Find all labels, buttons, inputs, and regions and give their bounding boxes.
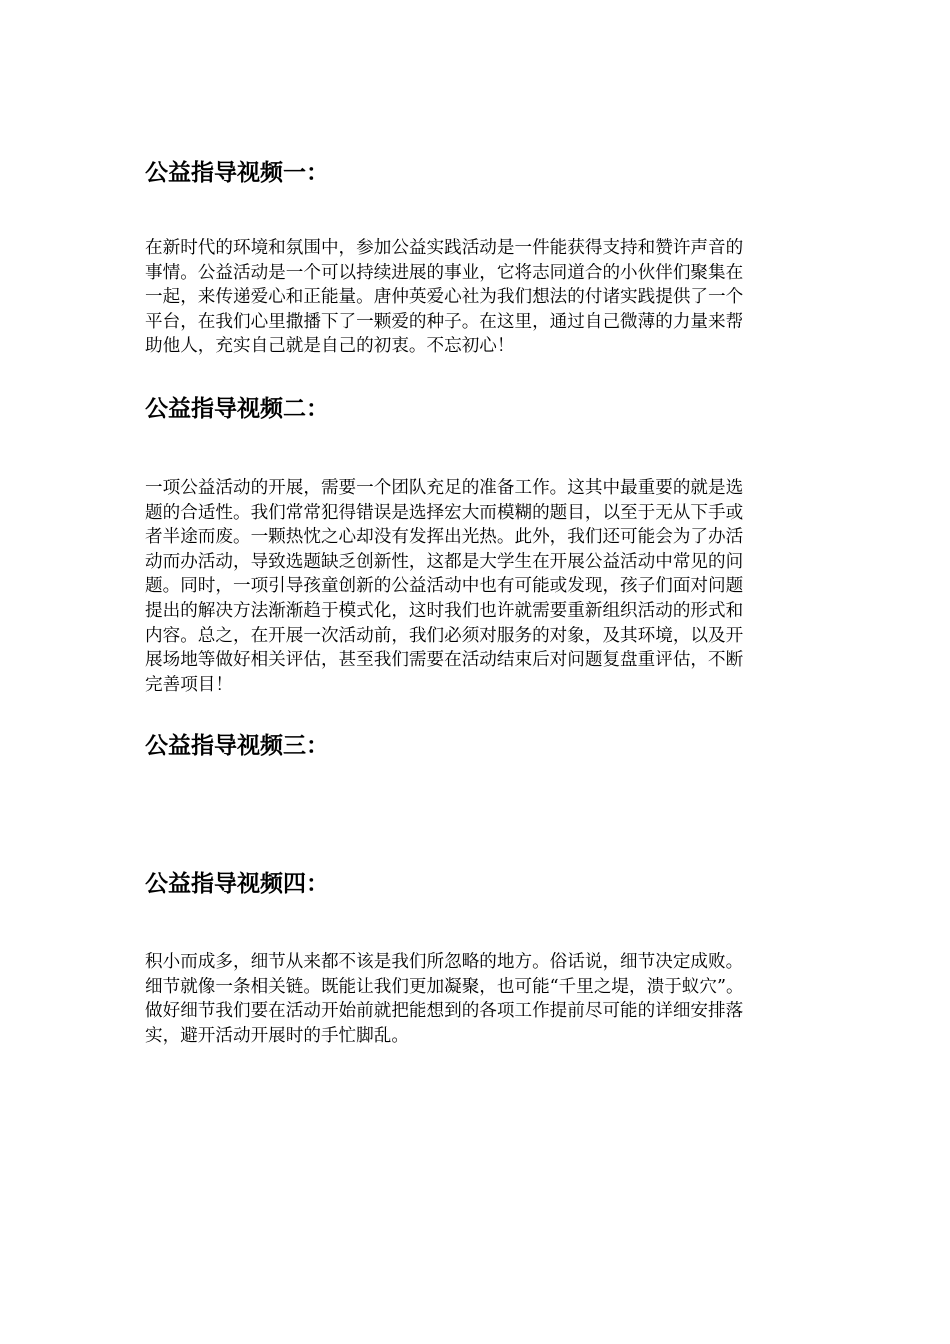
section-heading-1: 公益指导视频一： <box>145 160 329 186</box>
paragraph-line: 积小而成多，细节从来都不该是我们所忽略的地方。俗话说，细节决定成败。 <box>145 952 744 972</box>
paragraph-line: 事情。公益活动是一个可以持续进展的事业，它将志同道合的小伙伴们聚集在 <box>145 262 744 283</box>
paragraph-line: 一项公益活动的开展，需要一个团队充足的准备工作。这其中最重要的就是选 <box>145 478 744 498</box>
paragraph-line: 平台，在我们心里撒播下了一颗爱的种子。在这里，通过自己微薄的力量来帮 <box>145 311 744 332</box>
paragraph-line: 完善项目！ <box>145 674 233 695</box>
section-heading-3: 公益指导视频三： <box>145 733 329 759</box>
paragraph-line: 题的合适性。我们常常犯得错误是选择宏大而模糊的题目，以至于无从下手或 <box>145 502 744 523</box>
paragraph-line: 在新时代的环境和氛围中，参加公益实践活动是一件能获得支持和赞许声音的 <box>145 238 744 258</box>
paragraph-line: 助他人，充实自己就是自己的初衷。不忘初心！ <box>145 336 515 357</box>
section-heading-2: 公益指导视频二： <box>145 396 329 422</box>
paragraph-line: 提出的解决方法渐渐趋于模式化，这时我们也许就需要重新组织活动的形式和 <box>145 600 744 621</box>
paragraph-line: 一起，来传递爱心和正能量。唐仲英爱心社为我们想法的付诸实践提供了一个 <box>145 287 744 308</box>
paragraph-line: 展场地等做好相关评估，甚至我们需要在活动结束后对问题复盘重评估，不断 <box>145 650 744 671</box>
paragraph-line: 细节就像一条相关链。既能让我们更加凝聚，也可能“千里之堤，溃于蚁穴”。 <box>145 976 744 997</box>
paragraph-line: 内容。总之，在开展一次活动前，我们必须对服务的对象，及其环境，以及开 <box>145 625 744 646</box>
paragraph-line: 实，避开活动开展时的手忙脚乱。 <box>145 1025 409 1046</box>
paragraph-line: 题。同时，一项引导孩童创新的公益活动中也有可能或发现，孩子们面对问题 <box>145 576 744 597</box>
section-paragraph-4 <box>145 950 744 1048</box>
section-heading-4: 公益指导视频四： <box>145 871 329 897</box>
section-paragraph-1 <box>145 236 743 359</box>
paragraph-line: 动而办活动，导致选题缺乏创新性，这都是大学生在开展公益活动中常见的问 <box>145 551 744 572</box>
paragraph-line: 做好细节我们要在活动开始前就把能想到的各项工作提前尽可能的详细安排落 <box>145 1001 744 1022</box>
paragraph-line: 者半途而废。一颗热忱之心却没有发挥出光热。此外，我们还可能会为了办活 <box>145 527 744 548</box>
section-paragraph-2 <box>145 476 743 697</box>
